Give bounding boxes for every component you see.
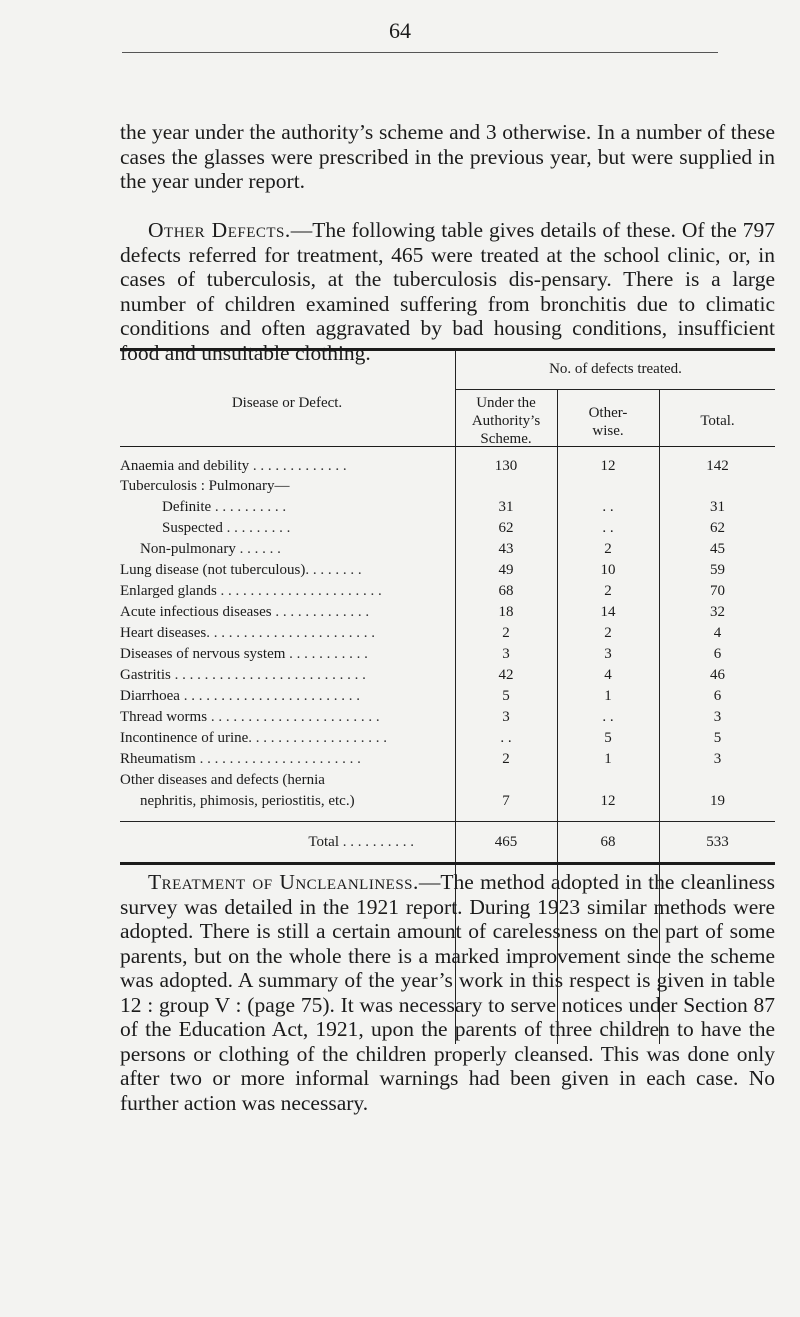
page-number: 64 xyxy=(389,18,411,43)
total-divider xyxy=(120,821,775,822)
table-row: Gastritis . . . . . . . . . . . . . . . . . . . . . . . . . . 42 4 46 xyxy=(120,667,725,683)
header-scheme: Under the Authority’s Scheme. xyxy=(471,395,541,447)
table-row: Enlarged glands . . . . . . . . . . . . . . . . . . . . . . 68 2 70 xyxy=(120,583,725,599)
section-heading-uncleanliness: Treatment of Uncleanliness. xyxy=(148,870,419,894)
section-heading-other-defects: Other Defects. xyxy=(148,218,291,242)
table-row: nephritis, phimosis, periostitis, etc.) 7 12 19 xyxy=(140,793,725,809)
table-row: Diarrhoea . . . . . . . . . . . . . . . . . . . . . . . . 5 1 6 xyxy=(120,688,722,704)
table-row: Other diseases and defects (hernia xyxy=(120,772,325,788)
table-row: Non-pulmonary . . . . . . 43 2 45 xyxy=(140,541,725,557)
table-bottom-rule xyxy=(120,862,775,865)
paragraph-uncleanliness xyxy=(120,870,775,1115)
table-row: Lung disease (not tuberculous). . . . . . . . 49 10 59 xyxy=(120,562,725,578)
header-total: Total. xyxy=(700,413,735,429)
table-row: Definite . . . . . . . . . . 31 . . 31 xyxy=(162,499,725,515)
table-top-rule xyxy=(120,348,775,351)
header-disease: Disease or Defect. xyxy=(231,395,343,411)
table-row: Tuberculosis : Pulmonary— xyxy=(120,478,290,494)
header-bottom-rule xyxy=(120,446,775,447)
table-row: Rheumatism . . . . . . . . . . . . . . . . . . . . . . 2 1 3 xyxy=(120,751,722,767)
table-row: Acute infectious diseases . . . . . . . . . . . . . 18 14 32 xyxy=(120,604,725,620)
table-row: Thread worms . . . . . . . . . . . . . . . . . . . . . . . 3 . . 3 xyxy=(120,709,722,725)
top-rule xyxy=(122,52,718,53)
table-row: Heart diseases. . . . . . . . . . . . . . . . . . . . . . . 2 2 4 xyxy=(120,625,722,641)
table-total-row: Total . . . . . . . . . . 465 68 533 xyxy=(308,834,729,850)
table-row: Diseases of nervous system . . . . . . . . . . . 3 3 6 xyxy=(120,646,722,662)
paragraph-other-defects xyxy=(120,218,775,365)
table-row: Anaemia and debility . . . . . . . . . . . . . 130 12 142 xyxy=(120,458,729,474)
header-number-treated: No. of defects treated. xyxy=(549,361,682,377)
paragraph-uncleanliness-body: —The method adopted in the cleanliness survey was detailed in the 1921 report. During 1923 similar methods were adopted. There is still a certain amount of carelessness on the part of some parents, but on the whole there is a marked improvement since the scheme was adopted. A summary of the year’s work in this respect is given in table 12 : group V : (page 75). It was necessary to serve notices under Section 87 of the Education Act, 1921, upon the parents of three children to have the persons or clothing of the children properly cleansed. This was done only after two or more informal warnings had been given in each case. No further action was necessary. xyxy=(120,870,776,1115)
table-row: Incontinence of urine. . . . . . . . . . . . . . . . . . . . . 5 5 xyxy=(120,730,722,746)
paragraph-other-defects-body: —The following table gives details of these. Of the 797 defects referred for treatment, 465 were treated at the school clinic, or, in cases of tuberculosis, at the tuberculosis dis-pensary. There is a large number of children examined suffering from bronchitis due to climatic conditions and often aggravated by bad housing conditions, insufficient food and unsuitable clothing. xyxy=(120,218,775,365)
table-row: Suspected . . . . . . . . . 62 . . 62 xyxy=(162,520,725,536)
header-otherwise: Other- wise. xyxy=(588,405,628,439)
paragraph-continuation: the year under the authority’s scheme and 3 otherwise. In a number of these cases the glasses were prescribed in the previous year, but were supplied in the year under report. xyxy=(120,120,775,193)
